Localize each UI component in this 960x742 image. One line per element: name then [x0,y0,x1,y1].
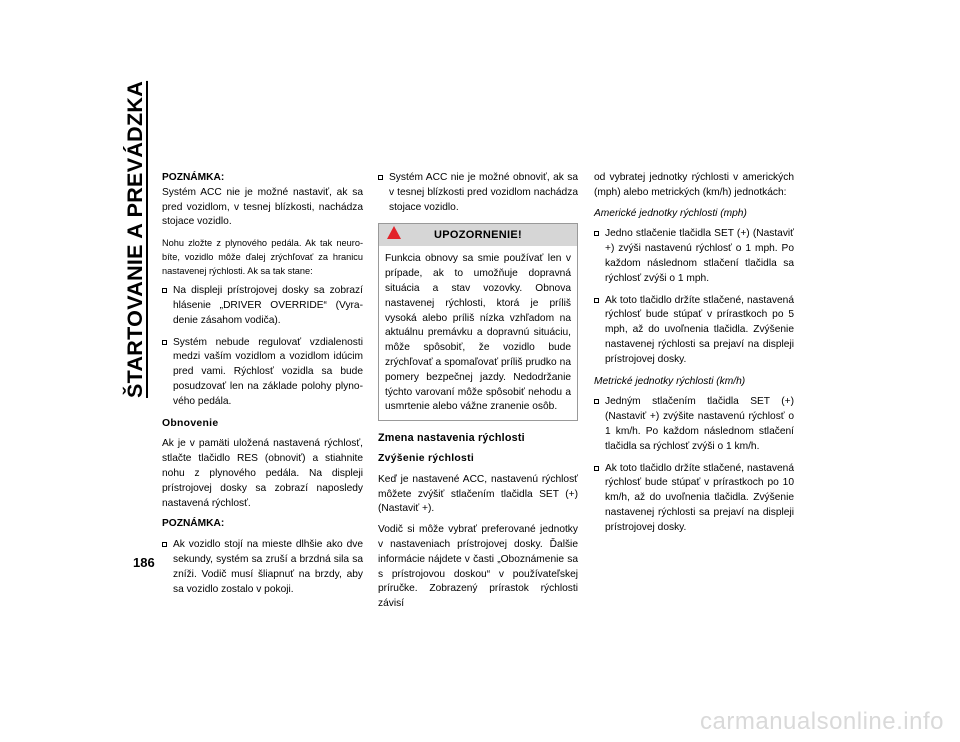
warning-title: UPOZORNENIE! [434,229,522,242]
list-item: Ak toto tlačidlo držíte stlačené, nastavená rýchlosť bude stúpať v prírastkoch po 5 mph, až do uvoľnenia tlačidla. Zvýšenie nastavenej rýchlosti sa prejaví na displeji prístrojovej dosky. [594,294,794,368]
page-number: 186 [133,555,155,570]
section-heading: Zmena nastavenia rýchlosti [378,432,525,445]
warning-header [379,224,577,246]
small-paragraph: Nohu zložte z plynového pedála. Ak tak neuro-bíte, vozidlo môže ďalej zrýchľovať za hranicu nastavenej rýchlosti. Ak sa tak stane: [162,238,363,277]
warning-box [378,223,578,421]
note-label: POZNÁMKA: [162,172,225,183]
watermark: carmanualsonline.info [700,708,944,735]
subsection-heading: Zvýšenie rýchlosti [378,452,475,464]
column-2 [378,171,578,618]
list-item: Ak vozidlo stojí na mieste dlhšie ako dve sekundy, systém sa zruší a brzdná sila sa zníži. Vodič musí šliapnuť na brzdy, aby sa vozidlo zostalo v pokoji. [162,538,363,597]
column-1 [162,171,363,604]
list-item: Ak toto tlačidlo držíte stlačené, nastavená rýchlosť bude stúpať v prírastkoch po 10 km/h, až do uvoľnenia tlačidla. Zvýšenie nastavenej rýchlosti sa prejaví na displeji prístrojovej dosky. [594,462,794,536]
list-item: Jedno stlačenie tlačidla SET (+) (Nastaviť +) zvýši nastavenú rýchlosť o 1 mph. Po každom následnom stlačení tlačidla sa rýchlosť zvýši o 1 mph. [594,227,794,286]
note-text: Systém ACC nie je možné nastaviť, ak sa pred vozidlom, v tesnej blízkosti, nachádza stojace vozidlo. [162,186,363,228]
paragraph: Vodič si môže vybrať preferované jednotky v nastaveniach prístrojovej dosky. Ďalšie informácie nájdete v časti „Oboznámenie sa s prístrojovou doskou“ v používateľskej príručke. Zobrazený prírastok rýchlosti závisí [378,524,578,610]
warning-text: Funkcia obnovy sa smie používať len v prípade, ak to umožňuje dopravná situácia a stav vozovky. Obnova nastavenej rýchlosti, ktorá je príliš vysoká alebo príliš nízka vzhľadom na aktuálnu premávku a dopravnú situáciu, môže spôsobiť, že vozidlo bude zrýchľovať a spomaľovať príliš prudko na pomery bezpečnej jazdy. Nedodržanie týchto varovaní môže spôsobiť nehodu a usmrtenie alebo vážne zranenie osôb. [385,253,571,413]
subheading-us-units: Americké jednotky rýchlosti (mph) [594,207,747,219]
list-item: Jedným stlačením tlačidla SET (+) (Nastaviť +) zvýšite nastavenú rýchlosť o 1 km/h. Po každom následnom stlačení tlačidla sa rýchlosť zvýši o 1 km/h. [594,395,794,454]
section-heading: Obnovenie [162,417,219,429]
note-label: POZNÁMKA: [162,518,225,530]
list-item: Systém nebude regulovať vzdialenosti medzi vaším vozidlom a vozidlom idúcim pred vami. Rýchlosť vozidla sa bude posudzovať len na základe polohy plyno-vého pedála. [162,336,363,410]
warning-triangle-icon [387,226,401,239]
subheading-metric-units: Metrické jednotky rýchlosti (km/h) [594,375,746,387]
side-section-title: ŠTARTOVANIE A PREVÁDZKA [123,80,147,398]
paragraph: Ak je v pamäti uložená nastavená rýchlosť, stlačte tlačidlo RES (obnoviť) a stiahnite nohu z plynového pedála. Na displeji prístrojovej dosky sa zobrazí naposledy nastavená rýchlosť. [162,438,363,509]
list-item: Na displeji prístrojovej dosky sa zobrazí hlásenie „DRIVER OVERRIDE“ (Vyra-denie zásahom vodiča). [162,284,363,328]
paragraph: od vybratej jednotky rýchlosti v amerických (mph) alebo metrických (km/h) jednotkách: [594,172,794,198]
column-3 [594,171,794,543]
paragraph: Keď je nastavené ACC, nastavenú rýchlosť môžete zvýšiť stlačením tlačidla SET (+) (Nastaviť +). [378,473,578,515]
list-item: Systém ACC nie je možné obnoviť, ak sa v tesnej blízkosti pred vozidlom nachádza stojace vozidlo. [378,171,578,215]
